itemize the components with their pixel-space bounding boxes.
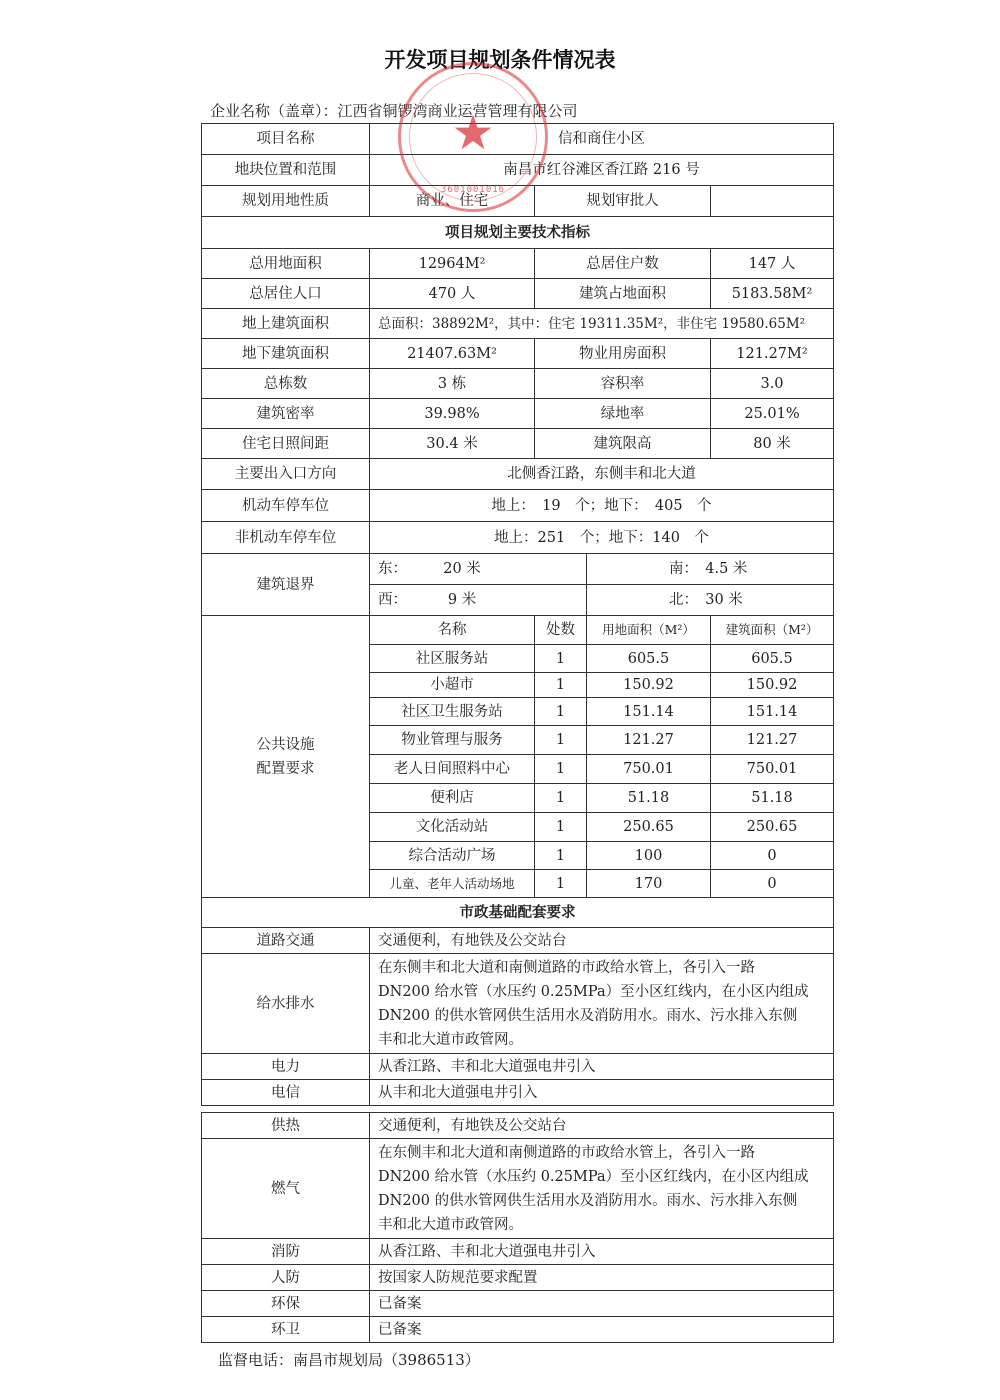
footprint-label: 建筑占地面积 — [535, 279, 711, 309]
fire-value: 从香江路、丰和北大道强电井引入 — [370, 1239, 834, 1265]
facility-land-area: 151.14 — [587, 698, 711, 726]
above-ground-area-value: 总面积：38892M²，其中：住宅 19311.35M²，非住宅 19580.65M² — [370, 309, 834, 339]
project-name-value: 信和商住小区 — [370, 124, 834, 155]
power-label: 电力 — [202, 1054, 370, 1080]
total-land-label: 总用地面积 — [202, 249, 370, 279]
facility-count: 1 — [535, 673, 587, 698]
setback-label: 建筑退界 — [202, 554, 370, 616]
facility-count: 1 — [535, 698, 587, 726]
facility-name: 小超市 — [370, 673, 535, 698]
facility-count: 1 — [535, 784, 587, 813]
buildings-label: 总栋数 — [202, 369, 370, 399]
env-label: 环保 — [202, 1291, 370, 1317]
facility-building-area: 0 — [711, 842, 834, 870]
facilities-label-line1: 公共设施 — [256, 736, 315, 753]
property-area-value: 121.27M² — [711, 339, 834, 369]
heat-value: 交通便利，有地铁及公交站台 — [370, 1113, 834, 1139]
facility-count: 1 — [535, 813, 587, 842]
land-use-value: 商业、住宅 — [370, 186, 535, 217]
facilities-header-count: 处数 — [535, 616, 587, 645]
population-value: 470 人 — [370, 279, 535, 309]
facility-count: 1 — [535, 842, 587, 870]
facility-count: 1 — [535, 755, 587, 784]
telecom-value: 从丰和北大道强电井引入 — [370, 1080, 834, 1106]
gas-line: 丰和北大道市政管网。 — [378, 1216, 523, 1233]
population-label: 总居住人口 — [202, 279, 370, 309]
planning-conditions-table — [201, 123, 834, 1343]
facility-name: 社区卫生服务站 — [370, 698, 535, 726]
footprint-value: 5183.58M² — [711, 279, 834, 309]
facility-name: 综合活动广场 — [370, 842, 535, 870]
facility-building-area: 151.14 — [711, 698, 834, 726]
green-label: 绿地率 — [535, 399, 711, 429]
road-label: 道路交通 — [202, 928, 370, 954]
far-value: 3.0 — [711, 369, 834, 399]
total-land-value: 12964M² — [370, 249, 535, 279]
facility-name: 物业管理与服务 — [370, 726, 535, 755]
heat-label: 供热 — [202, 1113, 370, 1139]
property-area-label: 物业用房面积 — [535, 339, 711, 369]
facility-count: 1 — [535, 726, 587, 755]
far-label: 容积率 — [535, 369, 711, 399]
civil-defense-value: 按国家人防规范要求配置 — [370, 1265, 834, 1291]
below-ground-area-label: 地下建筑面积 — [202, 339, 370, 369]
facility-building-area: 0 — [711, 870, 834, 898]
setback-east: 东： 20 米 — [370, 554, 587, 585]
facility-land-area: 750.01 — [587, 755, 711, 784]
density-value: 39.98% — [370, 399, 535, 429]
gas-value — [370, 1139, 834, 1239]
facilities-label-line2: 配置要求 — [256, 760, 315, 777]
motor-parking-label: 机动车停车位 — [202, 490, 370, 522]
facility-building-area: 51.18 — [711, 784, 834, 813]
facility-land-area: 51.18 — [587, 784, 711, 813]
seal-number: 3601001016 — [440, 185, 506, 195]
gas-line: 在东侧丰和北大道和南侧道路的市政给水管上，各引入一路 — [378, 1144, 755, 1161]
facility-count: 1 — [535, 645, 587, 673]
facility-name: 便利店 — [370, 784, 535, 813]
facility-name: 儿童、老年人活动场地 — [370, 870, 535, 898]
sunlight-label: 住宅日照间距 — [202, 429, 370, 459]
gas-line: DN200 的供水管网供生活用水及消防用水。雨水、污水排入东侧 — [378, 1192, 798, 1209]
below-ground-area-value: 21407.63M² — [370, 339, 535, 369]
fire-label: 消防 — [202, 1239, 370, 1265]
entrance-label: 主要出入口方向 — [202, 459, 370, 490]
nonmotor-parking-label: 非机动车停车位 — [202, 522, 370, 554]
setback-north: 北： 30 米 — [587, 585, 834, 616]
water-line: DN200 的供水管网供生活用水及消防用水。雨水、污水排入东侧 — [378, 1007, 798, 1024]
setback-west: 西： 9 米 — [370, 585, 587, 616]
water-line: 丰和北大道市政管网。 — [378, 1031, 523, 1048]
gas-line: DN200 给水管（水压约 0.25MPa）至小区红线内，在小区内组成 — [378, 1168, 809, 1185]
gas-label: 燃气 — [202, 1139, 370, 1239]
project-name-label: 项目名称 — [202, 124, 370, 155]
seal-star-icon: ★ — [451, 105, 495, 161]
facility-building-area: 605.5 — [711, 645, 834, 673]
sunlight-value: 30.4 米 — [370, 429, 535, 459]
density-label: 建筑密率 — [202, 399, 370, 429]
facilities-label — [202, 616, 370, 898]
facility-name: 文化活动站 — [370, 813, 535, 842]
telecom-label: 电信 — [202, 1080, 370, 1106]
sanitation-value: 已备案 — [370, 1317, 834, 1343]
water-line: DN200 给水管（水压约 0.25MPa）至小区红线内，在小区内组成 — [378, 983, 809, 1000]
approver-label: 规划审批人 — [535, 186, 711, 217]
civil-defense-label: 人防 — [202, 1265, 370, 1291]
facilities-header-land-area: 用地面积（M²） — [587, 616, 711, 645]
land-use-label: 规划用地性质 — [202, 186, 370, 217]
facility-name: 社区服务站 — [370, 645, 535, 673]
muni-section-heading: 市政基础配套要求 — [202, 898, 834, 928]
facility-land-area: 121.27 — [587, 726, 711, 755]
nonmotor-parking-value: 地上：251 个；地下：140 个 — [370, 522, 834, 554]
entrance-value: 北侧香江路，东侧丰和北大道 — [370, 459, 834, 490]
height-label: 建筑限高 — [535, 429, 711, 459]
facilities-header-name: 名称 — [370, 616, 535, 645]
location-value: 南昌市红谷滩区香江路 216 号 — [370, 155, 834, 186]
facility-land-area: 100 — [587, 842, 711, 870]
households-label: 总居住户数 — [535, 249, 711, 279]
supervision-phone: 监督电话：南昌市规划局（3986513） — [218, 1351, 480, 1369]
facility-building-area: 750.01 — [711, 755, 834, 784]
facility-land-area: 250.65 — [587, 813, 711, 842]
company-name: 企业名称（盖章）：江西省铜锣湾商业运营管理有限公司 — [210, 102, 578, 120]
facilities-header-building-area: 建筑面积（M²） — [711, 616, 834, 645]
facility-land-area: 170 — [587, 870, 711, 898]
facility-land-area: 605.5 — [587, 645, 711, 673]
power-value: 从香江路、丰和北大道强电井引入 — [370, 1054, 834, 1080]
env-value: 已备案 — [370, 1291, 834, 1317]
facility-building-area: 121.27 — [711, 726, 834, 755]
buildings-value: 3 栋 — [370, 369, 535, 399]
water-value — [370, 954, 834, 1054]
approver-value — [711, 186, 834, 217]
height-value: 80 米 — [711, 429, 834, 459]
green-value: 25.01% — [711, 399, 834, 429]
households-value: 147 人 — [711, 249, 834, 279]
tech-section-heading: 项目规划主要技术指标 — [202, 217, 834, 249]
water-label: 给水排水 — [202, 954, 370, 1054]
water-line: 在东侧丰和北大道和南侧道路的市政给水管上，各引入一路 — [378, 959, 755, 976]
location-label: 地块位置和范围 — [202, 155, 370, 186]
setback-south: 南： 4.5 米 — [587, 554, 834, 585]
facility-land-area: 150.92 — [587, 673, 711, 698]
motor-parking-value: 地上： 19 个；地下： 405 个 — [370, 490, 834, 522]
above-ground-area-label: 地上建筑面积 — [202, 309, 370, 339]
facility-building-area: 250.65 — [711, 813, 834, 842]
facility-building-area: 150.92 — [711, 673, 834, 698]
sanitation-label: 环卫 — [202, 1317, 370, 1343]
facility-count: 1 — [535, 870, 587, 898]
road-value: 交通便利，有地铁及公交站台 — [370, 928, 834, 954]
facility-name: 老人日间照料中心 — [370, 755, 535, 784]
document-title: 开发项目规划条件情况表 — [384, 48, 616, 72]
page-join-gap — [202, 1106, 834, 1113]
